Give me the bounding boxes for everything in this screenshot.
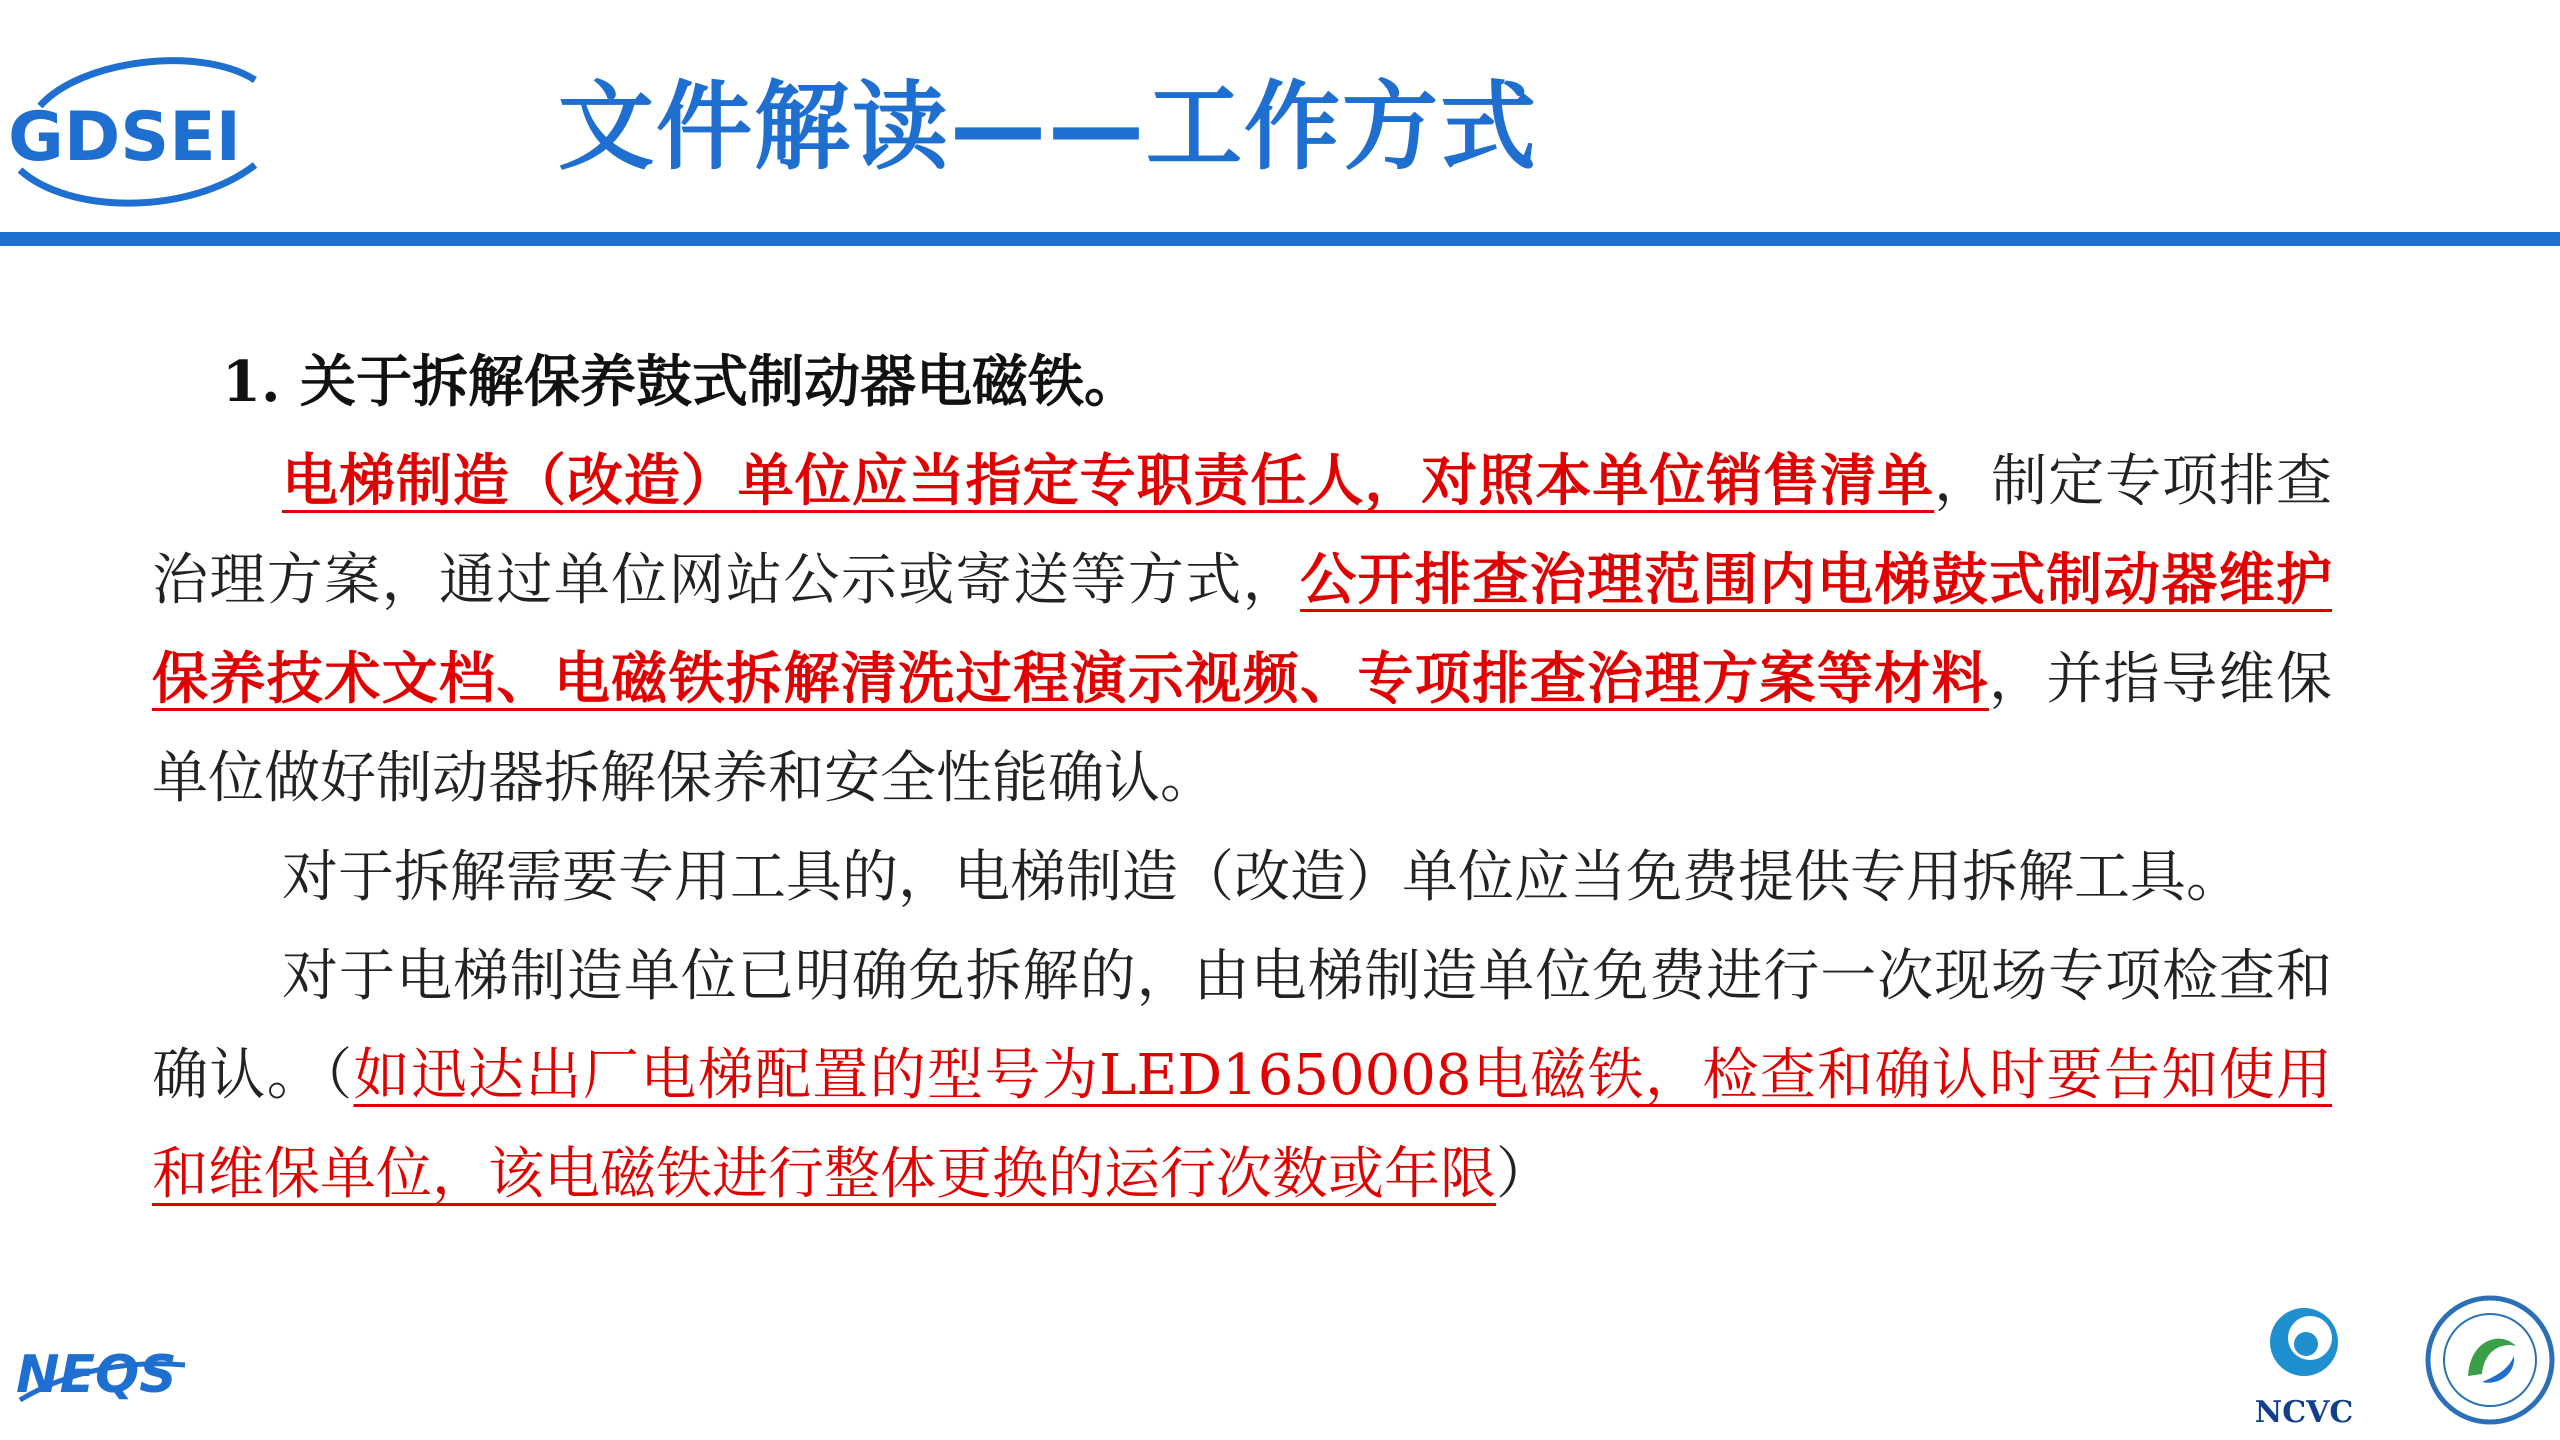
paragraph-text: ） — [1496, 1142, 1552, 1207]
section-heading: 1. 关于拆解保养鼓式制动器电磁铁。 — [222, 349, 1140, 415]
paragraph-responsibility — [152, 432, 2332, 828]
svg-text:NEQS: NEQS — [16, 1345, 177, 1405]
gdsei-logo — [0, 40, 270, 220]
highlight-schindler-example: 如迅达出厂电梯配置的型号为LED1650008电磁铁，检查和确认时要告知使用和维保单位，该电磁铁进行整体更换的运行次数或年限 — [152, 1043, 2332, 1207]
paragraph-text: 对于电梯制造单位已明确免拆解的，由电梯制造单位免费进行一次现场专项检查和确认。（ — [152, 944, 2332, 1108]
seal-logo — [2420, 1290, 2560, 1430]
svg-text:GDSEI: GDSEI — [8, 98, 241, 177]
neqs-logo — [10, 1330, 190, 1410]
paragraph-special-tools: 对于拆解需要专用工具的，电梯制造（改造）单位应当免费提供专用拆解工具。 — [282, 845, 2242, 910]
svg-text:NCVC: NCVC — [2254, 1395, 2354, 1430]
ncvc-logo — [2234, 1292, 2374, 1432]
highlight-publish-materials: 公开排查治理范围内电梯鼓式制动器维护保养技术文档、电磁铁拆解清洗过程演示视频、专项排查治理方案等材料 — [152, 547, 2333, 712]
content-body — [152, 332, 2332, 1224]
paragraph-no-disassembly — [152, 927, 2332, 1224]
page-title: 文件解读——工作方式 — [558, 71, 1538, 183]
title-divider — [0, 232, 2560, 246]
paragraph-text: ，并指导维保单位做好制动器拆解保养和安全性能确认。 — [152, 647, 2333, 811]
paragraph-text: ，制定专项排查治理方案，通过单位网站公示或寄送等方式， — [152, 449, 2333, 613]
highlight-responsible-person: 电梯制造（改造）单位应当指定专职责任人，对照本单位销售清单 — [282, 448, 1935, 514]
